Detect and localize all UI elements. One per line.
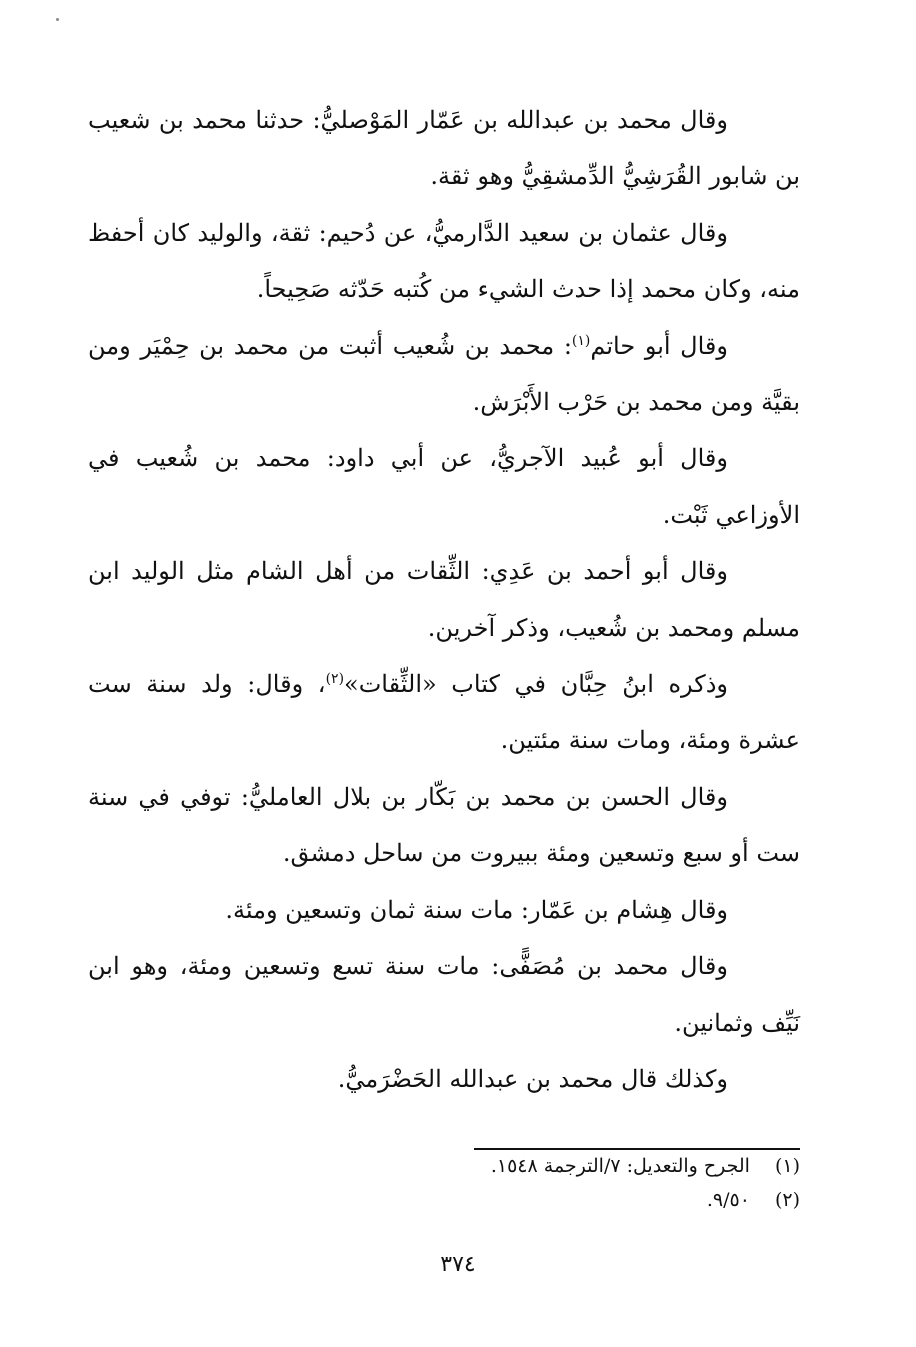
paragraph-8: وقال هِشام بن عَمّار: مات سنة ثمان وتسعين ومئة. [225,895,728,924]
footnote-1-number: (١) [774,1155,800,1177]
paragraph-2: وقال عثمان بن سعيد الدَّارميُّ، عن دُحيم: ثقة، والوليد كان أحفظ منه، وكان محمد إذا حدث الشيء من كُتبه حَدّثه صَحِيحاً. [88,218,800,304]
footnote-ref-1: (١) [571,332,591,349]
paragraph-3 [88,318,800,431]
paragraph-4: وقال أبو عُبيد الآجريُّ، عن أبي داود: محمد بن شُعيب في الأوزاعي ثَبْت. [88,444,800,529]
main-text [88,92,800,1107]
footnotes [300,1149,800,1217]
paragraph-9: وقال محمد بن مُصَفًّى: مات سنة تسع وتسعين ومئة، وهو ابن نَيِّف وثمانين. [88,952,800,1037]
page-number: ٣٧٤ [440,1252,476,1277]
paragraph-6-rest: ، وقال: ولد سنة ست عشرة ومئة، ومات سنة مئتين. [88,670,800,755]
footnote-1-text: الجرح والتعديل: ٧/الترجمة ١٥٤٨. [490,1155,750,1177]
paragraph-7: وقال الحسن بن محمد بن بَكّار بن بلال العامليُّ: توفي في سنة ست أو سبع وتسعين ومئة ببيروت من ساحل دمشق. [88,782,800,868]
paragraph-3-lead: وقال أبو حاتم [590,331,728,360]
paragraph-1: وقال محمد بن عبدالله بن عَمّار المَوْصليُّ: حدثنا محمد بن شعيب بن شابور القُرَشِيُّ الدِّمشقِيُّ وهو ثقة. [88,106,800,191]
paragraph-3-rest: : محمد بن شُعيب أثبت من محمد بن حِمْيَر ومن بقيَّة ومن محمد بن حَرْب الأَبْرَش. [88,331,800,417]
footnote-1 [300,1149,800,1183]
paragraph-10: وكذلك قال محمد بن عبدالله الحَضْرَميُّ. [337,1064,728,1093]
footnote-2-number: (٢) [774,1189,800,1211]
stray-ink-mark [56,18,59,21]
footnote-ref-2: (٢) [325,671,345,688]
paragraph-6-lead: وذكره ابنُ حِبَّان في كتاب «الثِّقات» [344,670,729,699]
paragraph-6 [88,656,800,769]
footnote-2-text: ٩/٥٠. [706,1189,750,1211]
footnote-2 [300,1183,800,1217]
paragraph-5: وقال أبو أحمد بن عَدِي: الثِّقات من أهل الشام مثل الوليد ابن مسلم ومحمد بن شُعيب، وذكر آخرين. [88,557,800,642]
